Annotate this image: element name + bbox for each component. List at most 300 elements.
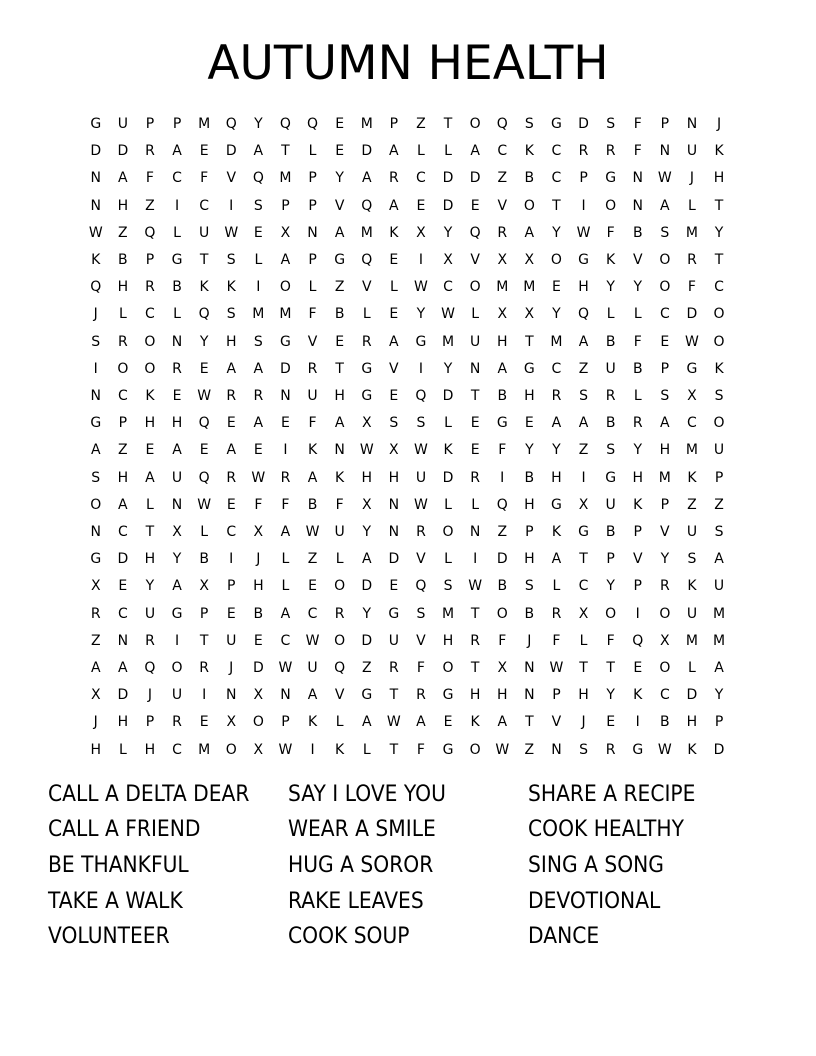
- grid-letter: A: [253, 143, 264, 160]
- grid-letter: W: [359, 442, 375, 459]
- grid-letter: P: [714, 469, 724, 486]
- grid-letter: D: [578, 116, 590, 132]
- grid-letter: H: [117, 469, 129, 486]
- page-title: AUTUMN HEALTH: [207, 36, 609, 91]
- grid-letter: S: [91, 469, 101, 486]
- grid-letter: J: [93, 714, 99, 731]
- grid-letter: I: [283, 442, 288, 459]
- grid-letter: F: [633, 333, 643, 350]
- grid-letter: S: [714, 388, 724, 404]
- grid-letter: A: [361, 551, 373, 568]
- grid-letter: C: [659, 687, 671, 704]
- word-list: [48, 778, 768, 958]
- grid-letter: U: [605, 496, 617, 513]
- grid-letter: C: [280, 632, 291, 649]
- grid-letter: G: [551, 116, 563, 132]
- grid-letter: S: [416, 605, 426, 622]
- grid-letter: E: [524, 415, 535, 432]
- grid-letter: M: [279, 306, 292, 323]
- grid-letter: C: [117, 605, 129, 622]
- grid-letter: S: [389, 415, 399, 432]
- grid-letter: Z: [145, 197, 156, 214]
- grid-letter: D: [361, 143, 373, 160]
- grid-letter: S: [579, 388, 589, 404]
- grid-letter: R: [605, 388, 616, 404]
- grid-letter: S: [253, 333, 264, 350]
- grid-letter: P: [660, 496, 670, 513]
- grid-letter: T: [470, 605, 480, 622]
- grid-letter: O: [659, 605, 671, 622]
- grid-letter: M: [198, 741, 211, 758]
- grid-letter: F: [606, 224, 616, 241]
- grid-letter: H: [496, 333, 509, 350]
- grid-letter: H: [144, 741, 156, 758]
- grid-letter: L: [417, 143, 426, 160]
- grid-letter: P: [118, 415, 128, 432]
- grid-letter: W: [278, 741, 293, 758]
- grid-letter: D: [280, 360, 292, 377]
- grid-letter: K: [335, 469, 345, 486]
- grid-letter: N: [551, 741, 563, 758]
- grid-letter: A: [253, 415, 264, 432]
- grid-letter: L: [146, 496, 155, 513]
- grid-letter: P: [172, 116, 182, 132]
- grid-letter: A: [470, 143, 481, 160]
- grid-letter: C: [172, 170, 183, 187]
- grid-letter: F: [498, 442, 507, 459]
- grid-letter: U: [117, 116, 129, 132]
- grid-letter: A: [280, 524, 291, 540]
- grid-letter: L: [633, 306, 643, 323]
- grid-letter: Y: [552, 224, 562, 241]
- grid-letter: C: [199, 197, 210, 214]
- grid-letter: Y: [525, 442, 535, 459]
- grid-letter: D: [442, 197, 454, 214]
- grid-letter: H: [524, 551, 536, 568]
- grid-letter: L: [606, 306, 616, 323]
- grid-letter: E: [226, 605, 237, 622]
- grid-letter: K: [335, 741, 345, 758]
- grid-letter: X: [687, 388, 698, 404]
- grid-letter: R: [605, 741, 616, 758]
- grid-letter: P: [660, 116, 670, 132]
- grid-letter: H: [225, 333, 238, 350]
- grid-letter: U: [226, 632, 237, 649]
- grid-letter: O: [144, 360, 156, 377]
- grid-letter: O: [171, 660, 184, 676]
- grid-letter: G: [90, 415, 102, 432]
- grid-letter: O: [225, 741, 238, 758]
- grid-letter: A: [389, 143, 400, 160]
- grid-letter: A: [524, 224, 535, 241]
- grid-letter: X: [253, 687, 264, 704]
- grid-letter: D: [713, 741, 725, 758]
- word-item: SHARE A RECIPE: [528, 782, 696, 807]
- grid-letter: R: [605, 143, 616, 160]
- grid-letter: Q: [578, 306, 590, 323]
- grid-letter: Z: [118, 442, 129, 459]
- grid-letter: U: [686, 524, 698, 540]
- grid-letter: L: [200, 524, 209, 540]
- grid-letter: O: [442, 660, 455, 676]
- grid-letter: Z: [578, 442, 589, 459]
- grid-letter: E: [552, 279, 562, 296]
- grid-letter: Y: [362, 605, 372, 622]
- grid-letter: P: [633, 578, 643, 595]
- grid-letter: Y: [552, 306, 562, 323]
- grid-letter: E: [199, 714, 210, 731]
- grid-letter: S: [660, 224, 670, 241]
- grid-letter: Q: [279, 116, 292, 132]
- grid-letter: E: [335, 143, 345, 160]
- grid-letter: A: [551, 551, 562, 568]
- grid-letter: H: [117, 197, 129, 214]
- grid-letter: Q: [334, 660, 346, 676]
- grid-letter: X: [416, 224, 427, 241]
- grid-letter: X: [361, 415, 373, 432]
- grid-letter: N: [469, 360, 481, 377]
- grid-letter: N: [171, 333, 183, 350]
- grid-letter: S: [687, 551, 697, 568]
- grid-letter: I: [581, 197, 587, 214]
- grid-letter: E: [470, 442, 481, 459]
- grid-letter: Y: [660, 551, 670, 568]
- grid-letter: G: [442, 741, 454, 758]
- grid-letter: O: [659, 660, 671, 676]
- grid-letter: Y: [552, 442, 562, 459]
- grid-letter: H: [686, 714, 698, 731]
- grid-letter: O: [713, 415, 726, 432]
- grid-letter: G: [415, 333, 427, 350]
- grid-letter: P: [308, 252, 318, 268]
- grid-letter: K: [714, 360, 725, 377]
- grid-letter: X: [253, 741, 264, 758]
- grid-letter: A: [118, 496, 129, 513]
- grid-letter: T: [389, 687, 399, 704]
- grid-letter: T: [443, 116, 453, 132]
- grid-letter: X: [660, 632, 671, 649]
- grid-letter: R: [226, 469, 237, 486]
- grid-letter: E: [199, 360, 210, 377]
- word-item: COOK HEALTHY: [528, 817, 684, 842]
- grid-letter: A: [578, 333, 589, 350]
- word-item: SING A SONG: [528, 853, 664, 878]
- grid-letter: X: [389, 442, 400, 459]
- grid-letter: R: [253, 388, 264, 404]
- grid-letter: A: [389, 333, 400, 350]
- grid-letter: L: [173, 306, 182, 323]
- grid-letter: A: [90, 660, 102, 676]
- grid-letter: I: [202, 687, 207, 704]
- grid-letter: Y: [145, 578, 155, 595]
- grid-letter: E: [145, 442, 155, 459]
- grid-letter: D: [117, 687, 129, 704]
- grid-letter: Q: [90, 279, 102, 296]
- grid-letter: R: [172, 360, 183, 377]
- grid-letter: R: [497, 224, 508, 241]
- grid-letter: J: [147, 687, 153, 704]
- grid-letter: S: [91, 333, 101, 350]
- grid-letter: D: [225, 143, 238, 160]
- grid-letter: J: [229, 660, 234, 676]
- grid-letter: T: [579, 660, 589, 676]
- grid-letter: J: [689, 170, 695, 187]
- grid-letter: N: [659, 143, 671, 160]
- grid-letter: L: [579, 632, 588, 649]
- grid-letter: S: [226, 252, 237, 268]
- grid-letter: D: [442, 469, 454, 486]
- grid-letter: C: [416, 170, 427, 187]
- grid-letter: N: [388, 524, 400, 540]
- grid-letter: K: [91, 252, 101, 268]
- grid-letter: A: [307, 687, 318, 704]
- grid-letter: T: [714, 197, 724, 214]
- grid-letter: A: [551, 415, 562, 432]
- grid-letter: N: [280, 687, 292, 704]
- grid-letter: F: [200, 170, 209, 187]
- grid-letter: X: [253, 524, 264, 540]
- grid-letter: V: [470, 252, 481, 268]
- grid-letter: H: [713, 170, 725, 187]
- grid-letter: M: [442, 605, 455, 622]
- grid-letter: J: [93, 306, 99, 323]
- grid-letter: I: [635, 605, 641, 622]
- grid-letter: N: [307, 224, 319, 241]
- grid-letter: Y: [714, 224, 724, 241]
- grid-letter: L: [444, 496, 453, 513]
- grid-letter: N: [686, 116, 698, 132]
- grid-letter: F: [308, 306, 318, 323]
- grid-letter: R: [470, 632, 481, 649]
- word-item: BE THANKFUL: [48, 853, 189, 878]
- grid-letter: T: [552, 197, 562, 214]
- grid-letter: O: [523, 197, 536, 214]
- grid-letter: K: [606, 252, 616, 268]
- grid-letter: W: [468, 578, 483, 595]
- grid-letter: O: [469, 116, 482, 132]
- grid-letter: Y: [633, 279, 643, 296]
- grid-letter: G: [334, 252, 346, 268]
- grid-letter: E: [389, 388, 399, 404]
- grid-letter: F: [416, 660, 426, 676]
- grid-letter: G: [578, 524, 590, 540]
- grid-letter: N: [90, 388, 102, 404]
- grid-letter: P: [281, 714, 291, 731]
- grid-letter: C: [443, 279, 454, 296]
- grid-letter: V: [551, 714, 562, 731]
- word-item: RAKE LEAVES: [288, 889, 424, 914]
- grid-letter: A: [660, 415, 671, 432]
- grid-letter: D: [496, 551, 509, 568]
- grid-letter: H: [469, 687, 481, 704]
- grid-letter: E: [253, 632, 264, 649]
- grid-letter: P: [145, 252, 155, 268]
- grid-letter: C: [659, 306, 671, 323]
- grid-letter: Y: [335, 170, 345, 187]
- grid-letter: D: [469, 170, 482, 187]
- grid-letter: H: [388, 469, 400, 486]
- grid-letter: H: [632, 469, 644, 486]
- grid-letter: A: [253, 360, 264, 377]
- grid-letter: N: [90, 524, 102, 540]
- grid-letter: D: [252, 660, 265, 676]
- grid-letter: A: [361, 714, 373, 731]
- grid-letter: H: [334, 388, 346, 404]
- grid-letter: P: [389, 116, 399, 132]
- grid-letter: N: [632, 197, 644, 214]
- grid-letter: A: [118, 170, 129, 187]
- grid-letter: H: [578, 687, 590, 704]
- grid-letter: Q: [632, 632, 644, 649]
- grid-letter: B: [660, 714, 671, 731]
- grid-letter: M: [279, 170, 292, 187]
- grid-letter: F: [633, 116, 643, 132]
- grid-letter: K: [551, 524, 562, 540]
- grid-letter: E: [416, 197, 426, 214]
- grid-letter: L: [633, 388, 643, 404]
- grid-letter: Y: [416, 306, 426, 323]
- grid-letter: A: [389, 197, 400, 214]
- grid-letter: U: [686, 143, 698, 160]
- grid-letter: Z: [578, 360, 589, 377]
- grid-letter: O: [442, 524, 455, 540]
- grid-letter: P: [308, 197, 318, 214]
- grid-letter: G: [171, 252, 183, 268]
- grid-letter: G: [523, 360, 536, 377]
- grid-letter: P: [606, 551, 616, 568]
- grid-letter: W: [685, 333, 700, 350]
- grid-letter: R: [172, 714, 183, 731]
- grid-letter: R: [145, 143, 156, 160]
- grid-letter: K: [145, 388, 156, 404]
- grid-letter: Z: [524, 741, 535, 758]
- grid-letter: L: [471, 306, 480, 323]
- grid-letter: V: [632, 551, 644, 568]
- grid-letter: V: [497, 197, 508, 214]
- grid-letter: I: [473, 551, 478, 568]
- grid-letter: Q: [198, 415, 211, 432]
- grid-letter: H: [144, 415, 156, 432]
- grid-letter: C: [714, 279, 725, 296]
- grid-letter: H: [117, 279, 129, 296]
- grid-letter: A: [226, 360, 237, 377]
- grid-letter: N: [90, 197, 102, 214]
- grid-letter: Y: [606, 578, 616, 595]
- grid-letter: C: [172, 741, 183, 758]
- grid-letter: R: [416, 524, 427, 540]
- grid-letter: B: [524, 605, 535, 622]
- grid-letter: A: [172, 578, 183, 595]
- grid-letter: X: [578, 605, 589, 622]
- word-item: CALL A DELTA DEAR: [48, 782, 250, 807]
- grid-letter: G: [442, 687, 454, 704]
- word-item: VOLUNTEER: [48, 924, 170, 949]
- grid-letter: X: [497, 306, 508, 323]
- grid-letter: W: [305, 524, 320, 540]
- grid-letter: O: [90, 496, 102, 513]
- grid-letter: D: [117, 143, 129, 160]
- grid-letter: F: [416, 741, 426, 758]
- grid-letter: S: [714, 524, 724, 540]
- grid-letter: V: [334, 687, 345, 704]
- grid-letter: G: [280, 333, 292, 350]
- grid-letter: O: [605, 605, 617, 622]
- grid-letter: E: [633, 660, 643, 676]
- grid-letter: U: [470, 333, 481, 350]
- grid-letter: Q: [198, 306, 211, 323]
- grid-letter: H: [144, 551, 156, 568]
- grid-letter: T: [199, 632, 209, 649]
- grid-letter: W: [495, 741, 510, 758]
- grid-letter: R: [90, 605, 102, 622]
- grid-letter: R: [334, 605, 345, 622]
- grid-letter: E: [389, 578, 399, 595]
- grid-letter: B: [497, 578, 508, 595]
- grid-letter: H: [90, 741, 102, 758]
- grid-letter: G: [496, 415, 509, 432]
- grid-letter: X: [497, 660, 508, 676]
- grid-letter: Q: [496, 116, 509, 132]
- grid-letter: W: [441, 306, 456, 323]
- grid-letter: P: [281, 197, 291, 214]
- grid-letter: C: [117, 388, 129, 404]
- grid-letter: N: [524, 660, 536, 676]
- grid-letter: U: [307, 388, 319, 404]
- grid-letter: N: [171, 496, 183, 513]
- grid-letter: Y: [254, 116, 264, 132]
- grid-letter: O: [144, 333, 156, 350]
- grid-letter: Z: [687, 496, 698, 513]
- grid-letter: J: [527, 632, 532, 649]
- grid-letter: V: [660, 524, 671, 540]
- grid-letter: N: [226, 687, 237, 704]
- grid-letter: S: [443, 578, 453, 595]
- grid-letter: H: [171, 415, 183, 432]
- grid-letter: A: [334, 415, 345, 432]
- grid-letter: H: [524, 388, 536, 404]
- grid-letter: T: [470, 660, 480, 676]
- grid-letter: Q: [144, 224, 156, 241]
- grid-letter: J: [256, 551, 261, 568]
- grid-letter: Z: [90, 632, 102, 649]
- grid-letter: E: [335, 333, 345, 350]
- grid-letter: L: [688, 660, 697, 676]
- grid-letter: Q: [225, 116, 238, 132]
- grid-letter: L: [389, 279, 399, 296]
- grid-letter: S: [579, 741, 589, 758]
- grid-letter: A: [90, 442, 102, 459]
- grid-letter: Z: [714, 496, 725, 513]
- grid-letter: X: [172, 524, 183, 540]
- grid-letter: W: [197, 496, 212, 513]
- word-item: DANCE: [528, 924, 600, 949]
- grid-letter: A: [280, 252, 291, 268]
- grid-letter: V: [416, 551, 427, 568]
- grid-letter: G: [361, 687, 373, 704]
- grid-letter: P: [525, 524, 535, 540]
- grid-letter: C: [145, 306, 156, 323]
- grid-letter: B: [632, 224, 644, 241]
- grid-letter: K: [687, 578, 698, 595]
- grid-letter: W: [224, 224, 239, 241]
- grid-letter: T: [145, 524, 155, 540]
- grid-letter: M: [713, 605, 726, 622]
- grid-letter: U: [713, 578, 725, 595]
- grid-letter: O: [252, 714, 265, 731]
- grid-letter: L: [444, 415, 453, 432]
- grid-letter: R: [388, 170, 400, 187]
- grid-letter: V: [416, 632, 427, 649]
